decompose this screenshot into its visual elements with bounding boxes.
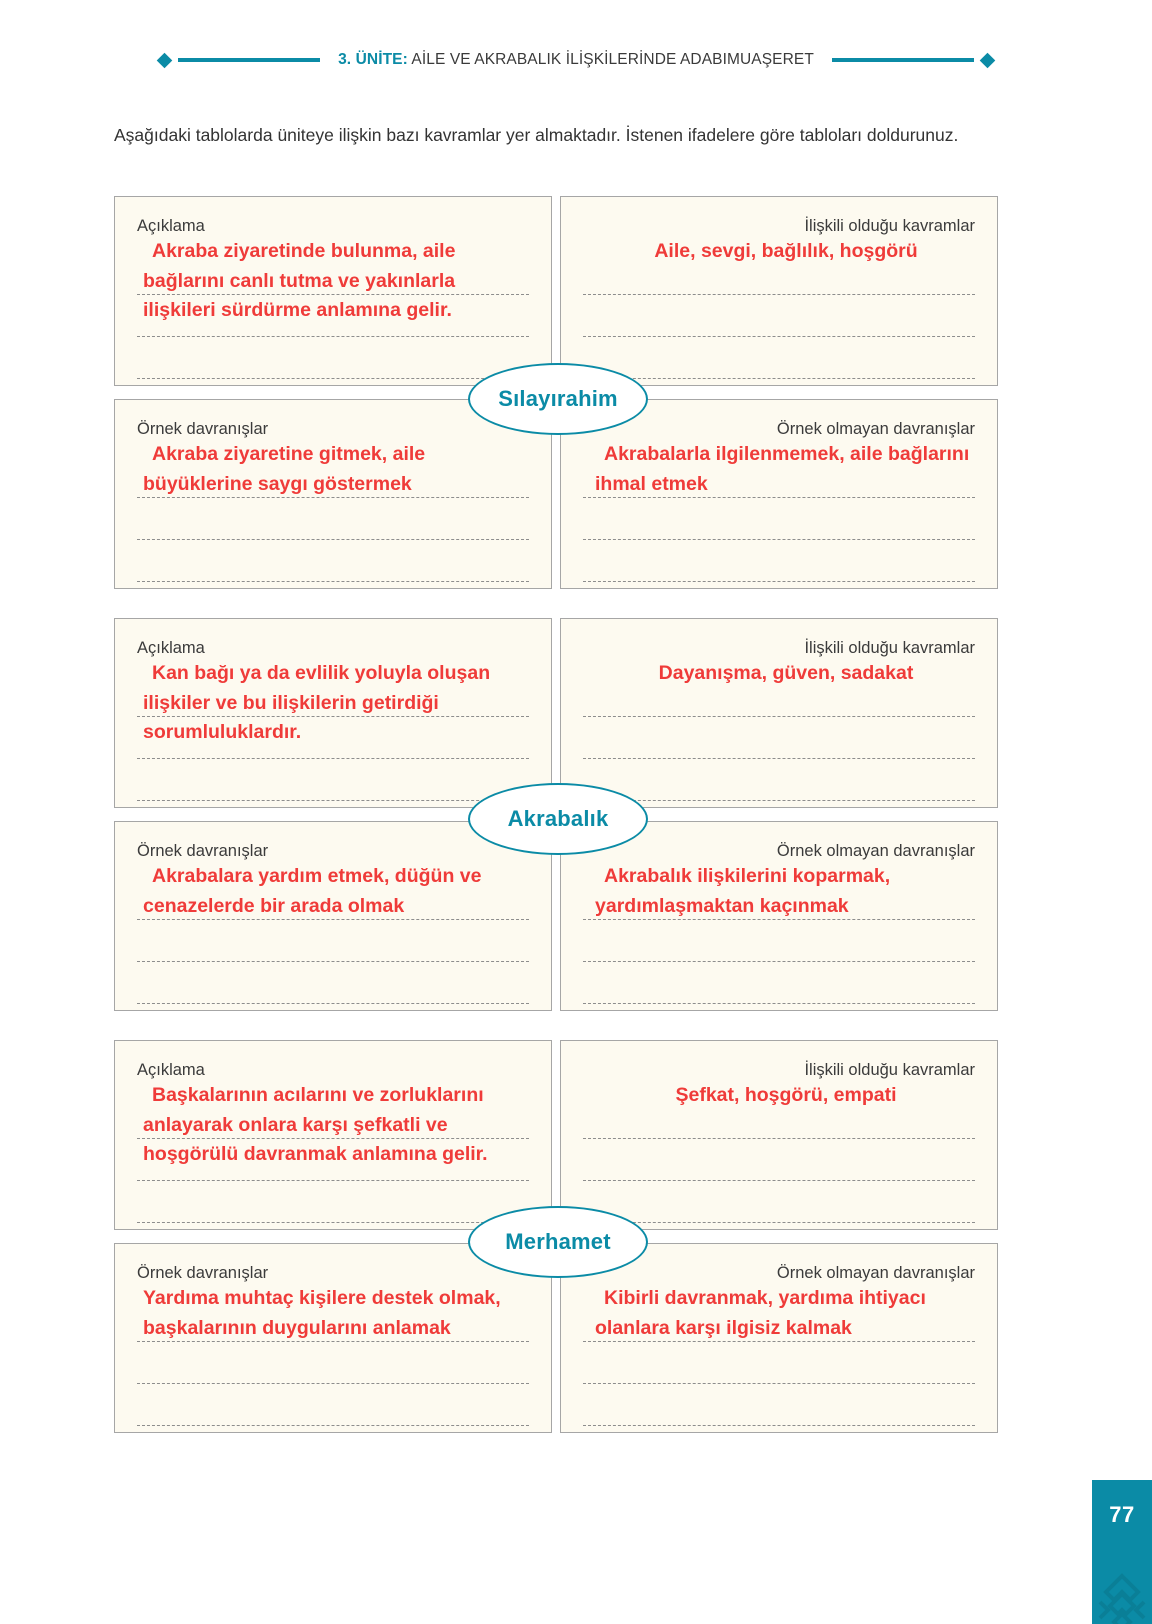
cell-label-aciklama: Açıklama: [137, 217, 205, 235]
answer-aciklama: Başkalarının acılarını ve zorluklarını anlayarak onlara karşı şefkatli ve hoşgörülü davranmak anlamına gelir.: [143, 1084, 488, 1165]
cell-iliskili-kavramlar[interactable]: [560, 196, 998, 386]
ornament-icon: [1094, 1568, 1150, 1624]
cell-label-ornek: Örnek davranışlar: [137, 842, 269, 860]
cell-label-aciklama: Açıklama: [137, 1061, 205, 1079]
cell-aciklama[interactable]: [114, 618, 552, 808]
page-title: [338, 51, 814, 69]
cell-label-aciklama: Açıklama: [137, 639, 205, 657]
page-number: 77: [1109, 1502, 1135, 1527]
writing-lines: [583, 1097, 975, 1227]
cell-label-ornek: Örnek davranışlar: [137, 1264, 269, 1282]
diamond-icon-right: [980, 52, 996, 68]
cell-label-iliskili: İlişkili olduğu kavramlar: [804, 217, 975, 235]
answer-iliskili: Aile, sevgi, bağlılık, hoşgörü: [654, 240, 918, 262]
answer-iliskili: Dayanışma, güven, sadakat: [658, 662, 914, 684]
concept-badge-akrabalik: Akrabalık: [468, 783, 648, 855]
answer-ornek: Akraba ziyaretine gitmek, aile büyüklerine saygı göstermek: [143, 443, 426, 495]
concept-badge-merhamet: Merhamet: [468, 1206, 648, 1278]
page-header: [0, 45, 1152, 75]
cell-label-ornek-olmayan: Örnek olmayan davranışlar: [776, 420, 975, 438]
answer-ornek: Yardıma muhtaç kişilere destek olmak, başkalarının duygularını anlamak: [143, 1287, 501, 1339]
cell-label-iliskili: İlişkili olduğu kavramlar: [804, 1061, 975, 1079]
cell-label-ornek-olmayan: Örnek olmayan davranışlar: [776, 842, 975, 860]
answer-aciklama: Akraba ziyaretinde bulunma, aile bağlarını canlı tutma ve yakınlarla ilişkileri sürdürme anlamına gelir.: [143, 240, 456, 321]
cell-ornek-olmayan-davranislar[interactable]: [560, 821, 998, 1011]
answer-aciklama: Kan bağı ya da evlilik yoluyla oluşan ilişkiler ve bu ilişkilerin getirdiği sorumluluklardır.: [143, 662, 491, 743]
cell-label-ornek: Örnek davranışlar: [137, 420, 269, 438]
cell-iliskili-kavramlar[interactable]: [560, 618, 998, 808]
concept-badge-silayirahim: Sılayırahim: [468, 363, 648, 435]
answer-ornek: Akrabalara yardım etmek, düğün ve cenazelerde bir arada olmak: [143, 865, 482, 917]
header-rule-right: [832, 58, 974, 62]
answer-ornek-olmayan: Kibirli davranmak, yardıma ihtiyacı olanlara karşı ilgisiz kalmak: [595, 1287, 926, 1339]
diamond-icon-left: [157, 52, 173, 68]
answer-ornek-olmayan: Akrabalık ilişkilerini koparmak, yardımlaşmaktan kaçınmak: [595, 865, 891, 917]
cell-aciklama[interactable]: [114, 196, 552, 386]
cell-ornek-davranislar[interactable]: [114, 399, 552, 589]
unit-title: AİLE VE AKRABALIK İLİŞKİLERİNDE ADABIMUAŞERET: [407, 51, 814, 68]
page-number-badge: [1092, 1480, 1152, 1624]
header-rule-left: [178, 58, 320, 62]
answer-iliskili: Şefkat, hoşgörü, empati: [675, 1084, 897, 1106]
table-row-upper: [114, 1040, 998, 1230]
table-row-upper: [114, 196, 998, 386]
cell-ornek-davranislar[interactable]: [114, 1243, 552, 1433]
table-row-upper: [114, 618, 998, 808]
cell-aciklama[interactable]: [114, 1040, 552, 1230]
cell-label-ornek-olmayan: Örnek olmayan davranışlar: [776, 1264, 975, 1282]
unit-label: 3. ÜNİTE:: [338, 51, 408, 68]
cell-iliskili-kavramlar[interactable]: [560, 1040, 998, 1230]
cell-ornek-olmayan-davranislar[interactable]: [560, 399, 998, 589]
cell-label-iliskili: İlişkili olduğu kavramlar: [804, 639, 975, 657]
writing-lines: [583, 675, 975, 805]
cell-ornek-olmayan-davranislar[interactable]: [560, 1243, 998, 1433]
writing-lines: [583, 253, 975, 383]
cell-ornek-davranislar[interactable]: [114, 821, 552, 1011]
instruction-text: Aşağıdaki tablolarda üniteye ilişkin bazı kavramlar yer almaktadır. İstenen ifadelere göre tabloları doldurunuz.: [114, 125, 959, 145]
answer-ornek-olmayan: Akrabalarla ilgilenmemek, aile bağlarını ihmal etmek: [595, 443, 970, 495]
